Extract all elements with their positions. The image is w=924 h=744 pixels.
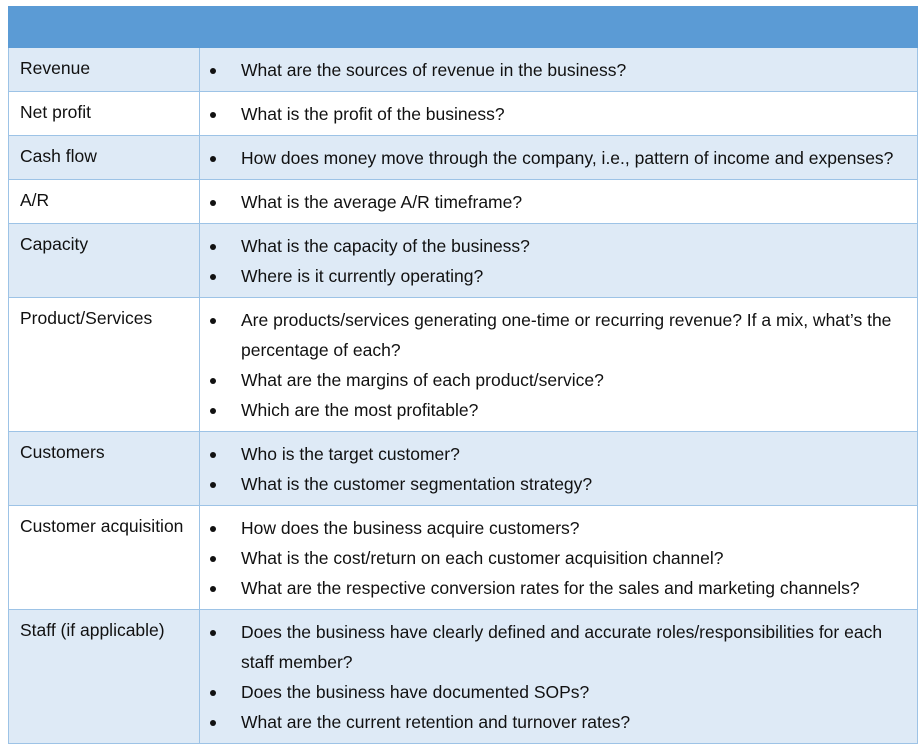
question-item (200, 617, 907, 677)
bullet-icon (210, 68, 216, 74)
row-label: Staff (if applicable) (9, 610, 200, 744)
question-item (200, 305, 907, 365)
question-item (200, 395, 907, 425)
row-label: Capacity (9, 224, 200, 298)
question-item (200, 231, 907, 261)
bullet-icon (210, 318, 216, 324)
bullet-icon (210, 112, 216, 118)
question-item (200, 187, 907, 217)
row-label: Customer acquisition (9, 506, 200, 610)
question-text: How does the business acquire customers? (241, 518, 580, 538)
question-item (200, 573, 907, 603)
row-label: Customers (9, 432, 200, 506)
question-cell (200, 610, 918, 744)
question-text: Who is the target customer? (241, 444, 460, 464)
question-item (200, 677, 907, 707)
question-text: Does the business have documented SOPs? (241, 682, 590, 702)
question-list (200, 305, 907, 425)
question-cell (200, 506, 918, 610)
question-text: What are the margins of each product/service? (241, 370, 604, 390)
bullet-icon (210, 200, 216, 206)
table-row (9, 432, 918, 506)
table-row (9, 298, 918, 432)
row-label: Revenue (9, 48, 200, 92)
question-list (200, 617, 907, 737)
question-cell (200, 298, 918, 432)
row-label: Net profit (9, 92, 200, 136)
bullet-icon (210, 720, 216, 726)
bullet-icon (210, 690, 216, 696)
business-questions-table (8, 6, 918, 744)
question-list (200, 187, 907, 217)
bullet-icon (210, 586, 216, 592)
question-text: Are products/services generating one-time or recurring revenue? If a mix, what’s the percentage of each? (241, 310, 892, 360)
question-list (200, 513, 907, 603)
row-label: A/R (9, 180, 200, 224)
question-item (200, 707, 907, 737)
question-list (200, 55, 907, 85)
bullet-icon (210, 156, 216, 162)
bullet-icon (210, 556, 216, 562)
table-row (9, 92, 918, 136)
question-text: Where is it currently operating? (241, 266, 484, 286)
question-text: What is the capacity of the business? (241, 236, 530, 256)
question-cell (200, 180, 918, 224)
row-label: Product/Services (9, 298, 200, 432)
question-text: What are the current retention and turnover rates? (241, 712, 631, 732)
question-text: How does money move through the company, i.e., pattern of income and expenses? (241, 148, 894, 168)
table-header-cell (9, 7, 918, 48)
question-text: What is the customer segmentation strategy? (241, 474, 593, 494)
question-item (200, 439, 907, 469)
question-text: What is the cost/return on each customer acquisition channel? (241, 548, 724, 568)
question-item (200, 543, 907, 573)
question-item (200, 143, 907, 173)
table-row (9, 224, 918, 298)
question-cell (200, 92, 918, 136)
question-item (200, 261, 907, 291)
question-text: Which are the most profitable? (241, 400, 479, 420)
question-item (200, 99, 907, 129)
bullet-icon (210, 630, 216, 636)
bullet-icon (210, 482, 216, 488)
table-row (9, 136, 918, 180)
table-row (9, 610, 918, 744)
question-list (200, 143, 907, 173)
table-body (9, 48, 918, 744)
question-list (200, 99, 907, 129)
bullet-icon (210, 408, 216, 414)
bullet-icon (210, 452, 216, 458)
question-cell (200, 136, 918, 180)
question-text: What are the respective conversion rates for the sales and marketing channels? (241, 578, 860, 598)
table-row (9, 506, 918, 610)
question-text: Does the business have clearly defined and accurate roles/responsibilities for each staff member? (241, 622, 883, 672)
question-text: What are the sources of revenue in the business? (241, 60, 627, 80)
question-cell (200, 224, 918, 298)
question-list (200, 439, 907, 499)
bullet-icon (210, 378, 216, 384)
bullet-icon (210, 244, 216, 250)
row-label: Cash flow (9, 136, 200, 180)
bullet-icon (210, 526, 216, 532)
question-item (200, 469, 907, 499)
question-cell (200, 48, 918, 92)
table-row (9, 48, 918, 92)
question-item (200, 365, 907, 395)
question-text: What is the average A/R timeframe? (241, 192, 523, 212)
question-cell (200, 432, 918, 506)
table-header-row (9, 7, 918, 48)
question-list (200, 231, 907, 291)
bullet-icon (210, 274, 216, 280)
question-text: What is the profit of the business? (241, 104, 505, 124)
question-item (200, 55, 907, 85)
table-row (9, 180, 918, 224)
question-item (200, 513, 907, 543)
